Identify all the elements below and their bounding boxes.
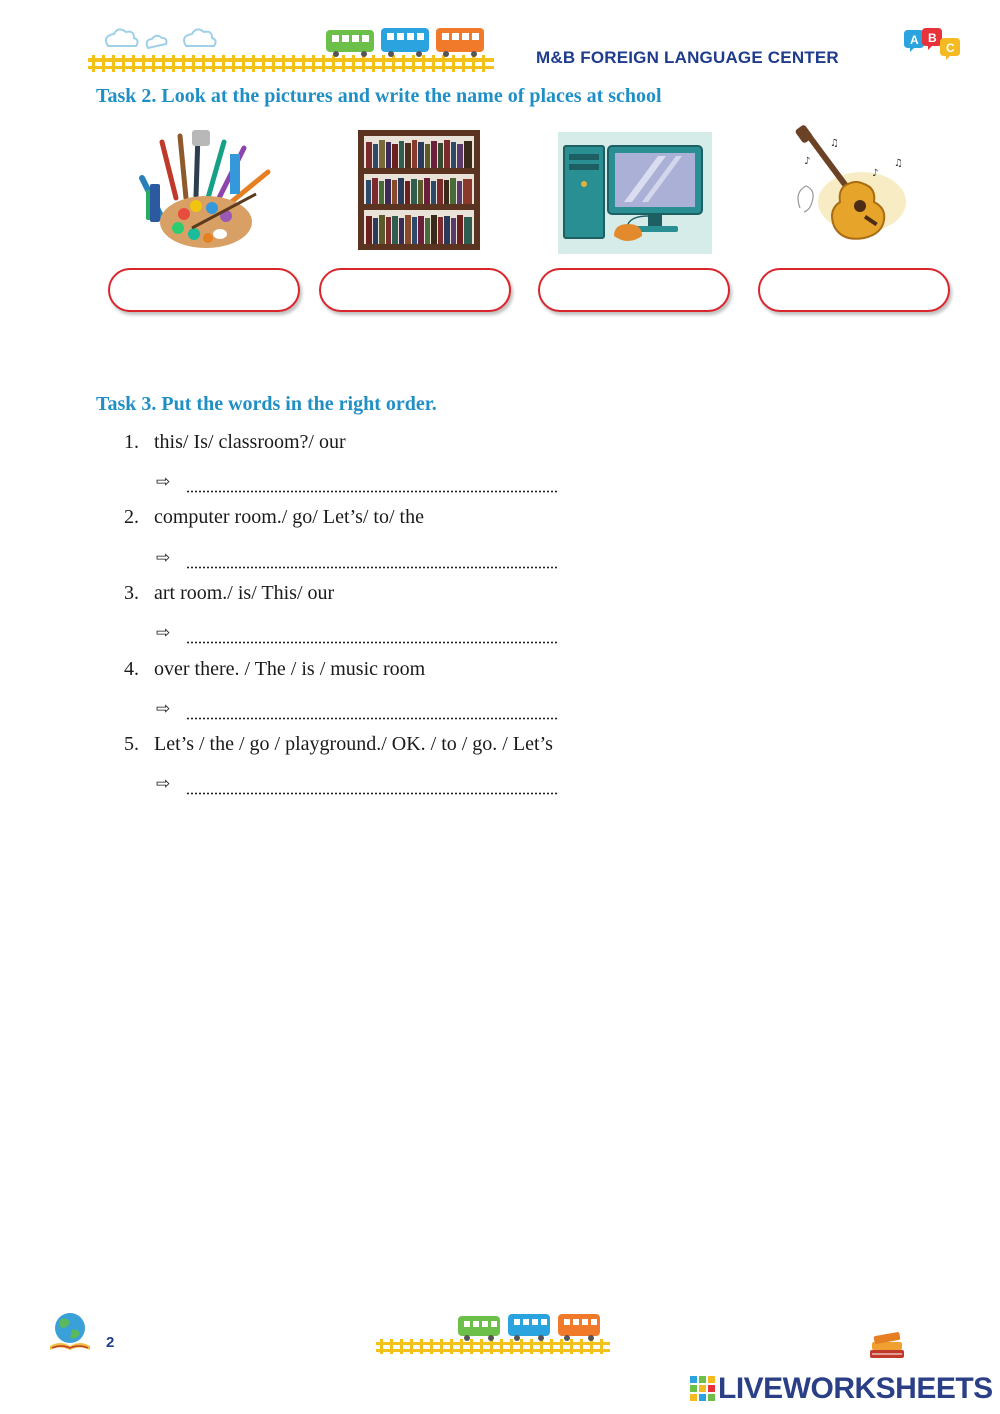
answer-arrow-icon: ⇨ xyxy=(156,623,171,643)
answer-field-4[interactable] xyxy=(186,697,558,721)
answer-line-4 xyxy=(156,697,558,721)
answer-field-2[interactable] xyxy=(186,546,558,570)
answer-arrow-icon: ⇨ xyxy=(156,699,171,719)
books-icon xyxy=(866,1326,908,1362)
header-train-decoration xyxy=(86,22,498,74)
footer-train-decoration xyxy=(374,1312,614,1356)
question-2: 2. computer room./ go/ Let’s/ to/ the xyxy=(124,506,424,528)
computer-icon xyxy=(558,132,712,254)
task3-title: Task 3. Put the words in the right order. xyxy=(96,393,437,415)
answer-line-3 xyxy=(156,621,558,645)
answer-input-3[interactable] xyxy=(540,270,728,310)
answer-line-1 xyxy=(156,470,558,494)
question-5: 5. Let’s / the / go / playground./ OK. / to / go. / Let’s xyxy=(124,733,553,755)
answer-box-3[interactable] xyxy=(538,268,730,312)
svg-text:♫: ♫ xyxy=(894,158,903,169)
liveworksheets-logo-icon xyxy=(690,1376,716,1402)
svg-text:♪: ♪ xyxy=(872,168,879,179)
question-1: 1. this/ Is/ classroom?/ our xyxy=(124,431,346,453)
art-supplies-icon xyxy=(132,128,274,252)
question-4: 4. over there. / The / is / music room xyxy=(124,658,426,680)
answer-box-1[interactable] xyxy=(108,268,300,312)
svg-text:C: C xyxy=(946,41,955,55)
liveworksheets-brand: LIVEWORKSHEETS xyxy=(718,1372,993,1405)
question-words: art room./ is/ This/ our xyxy=(154,582,335,604)
svg-text:B: B xyxy=(928,31,937,45)
answer-arrow-icon: ⇨ xyxy=(156,472,171,492)
question-3: 3. art room./ is/ This/ our xyxy=(124,582,335,604)
svg-text:♪: ♪ xyxy=(804,156,811,167)
answer-box-2[interactable] xyxy=(319,268,511,312)
globe-book-icon xyxy=(48,1310,92,1354)
task2-title: Task 2. Look at the pictures and write the name of places at school xyxy=(96,85,662,107)
svg-text:♫: ♫ xyxy=(830,138,839,149)
question-words: this/ Is/ classroom?/ our xyxy=(154,431,346,453)
page-number: 2 xyxy=(106,1334,115,1351)
answer-field-5[interactable] xyxy=(186,772,558,796)
question-words: computer room./ go/ Let’s/ to/ the xyxy=(154,506,424,528)
answer-line-2 xyxy=(156,546,558,570)
answer-input-2[interactable] xyxy=(321,270,509,310)
guitar-icon xyxy=(790,124,914,248)
svg-text:A: A xyxy=(910,33,919,47)
question-words: over there. / The / is / music room xyxy=(154,658,426,680)
question-words: Let’s / the / go / playground./ OK. / to / go. / Let’s xyxy=(154,733,553,755)
abc-logo-icon xyxy=(902,28,962,68)
answer-arrow-icon: ⇨ xyxy=(156,548,171,568)
answer-line-5 xyxy=(156,772,558,796)
center-name: M&B FOREIGN LANGUAGE CENTER xyxy=(536,48,839,67)
answer-input-1[interactable] xyxy=(110,270,298,310)
answer-input-4[interactable] xyxy=(760,270,948,310)
answer-field-1[interactable] xyxy=(186,470,558,494)
answer-arrow-icon: ⇨ xyxy=(156,774,171,794)
answer-field-3[interactable] xyxy=(186,621,558,645)
bookshelf-icon xyxy=(358,130,480,250)
answer-box-4[interactable] xyxy=(758,268,950,312)
